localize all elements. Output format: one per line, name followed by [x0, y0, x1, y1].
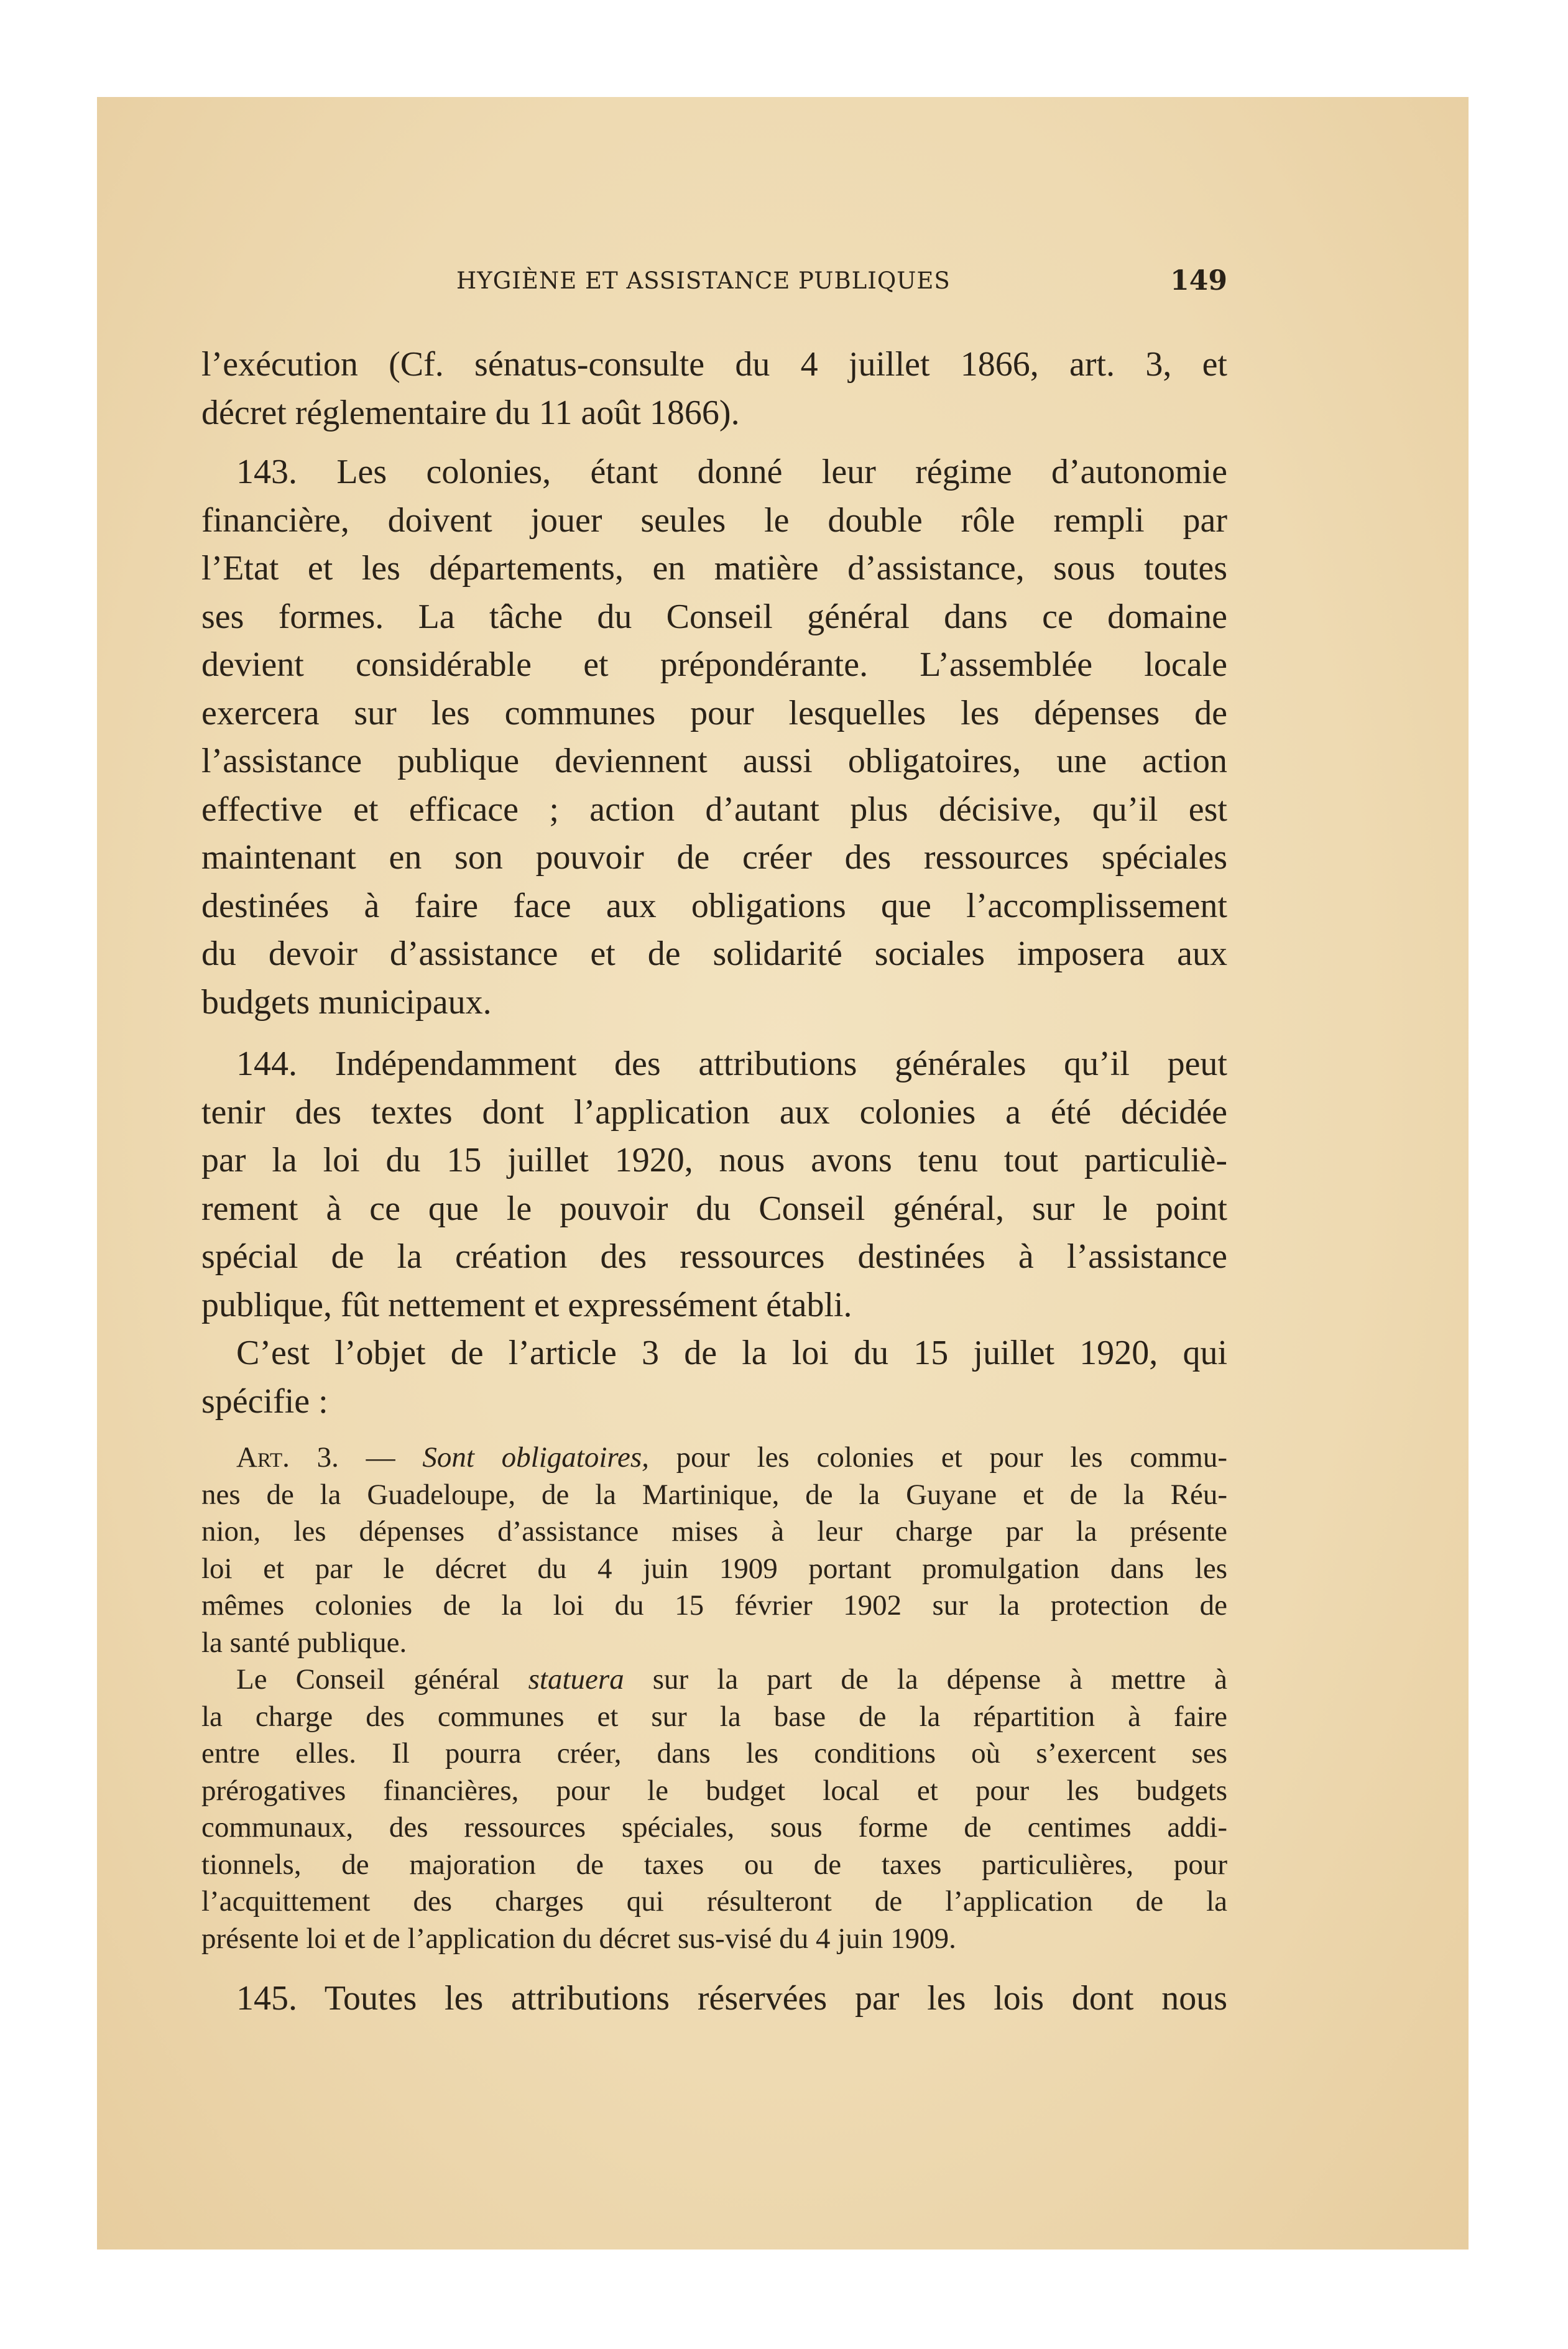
article-3-first-line — [201, 1439, 1227, 1477]
text-line: publique, fût nettement et expressément établi. — [201, 1285, 852, 1324]
text-line: nes de la Guadeloupe, de la Martinique, de la Guyane et de la Réu- — [201, 1478, 1227, 1511]
paragraph-cest — [201, 1329, 1227, 1426]
text-line: spécifie : — [201, 1382, 328, 1421]
text-line: entre elles. Il pourra créer, dans les conditions où s’exercent ses — [201, 1737, 1227, 1770]
article-3-quote — [201, 1439, 1227, 1957]
text-line: exercera sur les communes pour lesquelles les dépenses de — [201, 693, 1227, 732]
text-line: mêmes colonies de la loi du 15 février 1902 sur la protection de — [201, 1589, 1227, 1622]
text-line: spécial de la création des ressources destinées à l’assistance — [201, 1237, 1227, 1276]
paragraph-145 — [201, 1975, 1227, 2023]
text-line: 144. Indépendamment des attributions générales qu’il peut — [236, 1045, 1227, 1083]
article-emphasis: Sont obligatoires, — [422, 1441, 649, 1474]
text-line: C’est l’objet de l’article 3 de la loi du 15 juillet 1920, qui — [236, 1334, 1227, 1372]
text-line: maintenant en son pouvoir de créer des ressources spéciales — [201, 838, 1227, 877]
text-line: l’assistance publique deviennent aussi obligatoires, une action — [201, 742, 1227, 780]
article-second-emphasis: statuera — [528, 1663, 624, 1696]
text-line: 143. Les colonies, étant donné leur régime d’autonomie — [236, 453, 1227, 491]
text-line: effective et efficace ; action d’autant plus décisive, qu’il est — [201, 790, 1227, 829]
article-label: Art. 3. — — [236, 1441, 395, 1474]
paragraph-continuation — [201, 341, 1227, 437]
running-title: HYGIÈNE ET ASSISTANCE PUBLIQUES — [456, 267, 951, 294]
article-first-line-rest: pour les colonies et pour les commu- — [676, 1441, 1227, 1474]
text-line: loi et par le décret du 4 juin 1909 portant promulgation dans les — [201, 1552, 1227, 1585]
text-line: la charge des communes et sur la base de la répartition à faire — [201, 1700, 1227, 1733]
text-line: par la loi du 15 juillet 1920, nous avons tenu tout particuliè- — [201, 1141, 1227, 1179]
page-number: 149 — [1170, 265, 1227, 297]
running-header — [201, 265, 1227, 296]
paragraph-144 — [201, 1040, 1227, 1329]
text-line: tionnels, de majoration de taxes ou de taxes particulières, pour — [201, 1848, 1227, 1881]
paragraph-143 — [201, 448, 1227, 1027]
text-line: tenir des textes dont l’application aux colonies a été décidée — [201, 1092, 1227, 1132]
text-line: l’Etat et les départements, en matière d’assistance, sous toutes — [201, 549, 1227, 588]
text-line: présente loi et de l’application du décret sus-visé du 4 juin 1909. — [201, 1922, 956, 1955]
text-line: ses formes. La tâche du Conseil général dans ce domaine — [201, 597, 1227, 636]
text-line: la santé publique. — [201, 1626, 407, 1659]
text-line: nion, les dépenses d’assistance mises à leur charge par la présente — [201, 1515, 1227, 1548]
text-line: rement à ce que le pouvoir du Conseil général, sur le point — [201, 1189, 1227, 1228]
article-second-after: sur la part de la dépense à mettre à — [652, 1663, 1228, 1696]
article-second-before: Le Conseil général — [236, 1663, 500, 1696]
text-line: l’exécution (Cf. sénatus-consulte du 4 juillet 1866, art. 3, et — [201, 345, 1227, 384]
text-line: communaux, des ressources spéciales, sous forme de centimes addi- — [201, 1811, 1227, 1844]
text-line: prérogatives financières, pour le budget local et pour les budgets — [201, 1774, 1227, 1807]
text-line: du devoir d’assistance et de solidarité sociales imposera aux — [201, 935, 1227, 973]
text-line: budgets municipaux. — [201, 982, 492, 1022]
text-line: devient considérable et prépondérante. L’assemblée locale — [201, 645, 1227, 684]
text-line: destinées à faire face aux obligations que l’accomplissement — [201, 886, 1227, 925]
article-second-first-line — [201, 1661, 1227, 1699]
text-line: l’acquittement des charges qui résulteront de l’application de la — [201, 1885, 1227, 1918]
text-line: financière, doivent jouer seules le double rôle rempli par — [201, 501, 1227, 540]
text-line: décret réglementaire du 11 août 1866). — [201, 393, 740, 432]
text-line: 145. Toutes les attributions réservées par les lois dont nous — [236, 1979, 1227, 2018]
page-body — [201, 341, 1227, 2023]
